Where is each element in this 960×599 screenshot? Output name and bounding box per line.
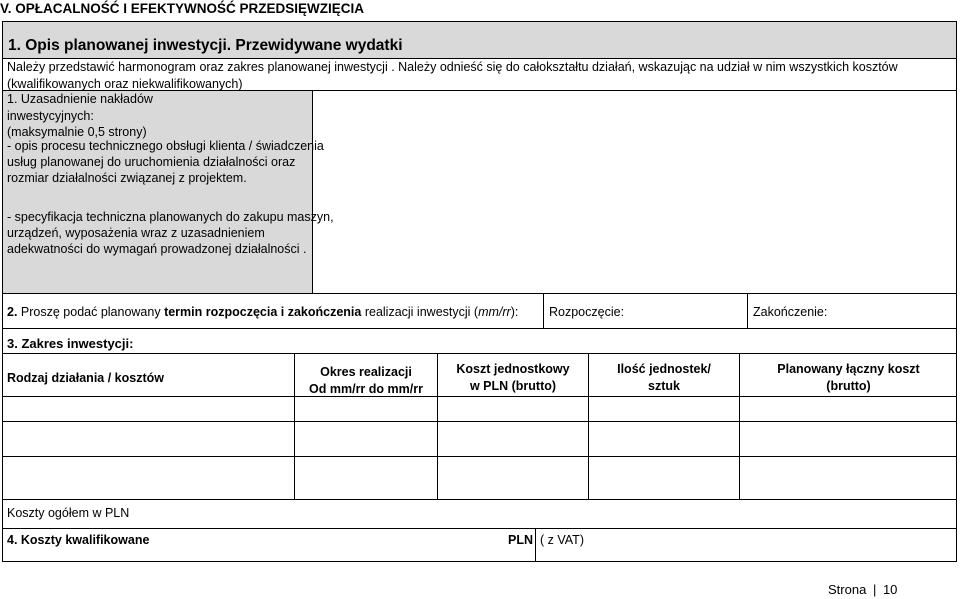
start-label: Rozpoczęcie: bbox=[549, 305, 625, 319]
justification-title: 1. Uzasadnienie nakładów bbox=[7, 92, 153, 106]
col-header-quantity-l2: sztuk bbox=[648, 378, 680, 393]
intro-text-box bbox=[2, 58, 957, 91]
col-header-quantity bbox=[589, 361, 739, 394]
term-question bbox=[7, 304, 518, 321]
page-word: Strona bbox=[828, 582, 867, 597]
term-divider-2 bbox=[747, 293, 748, 329]
col-header-quantity-l1: Ilość jednostek/ bbox=[617, 362, 711, 376]
col-header-unit-cost-l2: w PLN (brutto) bbox=[469, 378, 557, 393]
term-text-end: ): bbox=[510, 305, 519, 319]
justification-input-area[interactable] bbox=[312, 90, 957, 294]
justification-limit: (maksymalnie 0,5 strony) bbox=[7, 125, 147, 139]
justification-title-line2: inwestycyjnych: bbox=[7, 109, 94, 123]
term-format: mm/rr bbox=[478, 305, 511, 319]
justification-item-spec-l3: adekwatności do wymagań prowadzonej działalności . bbox=[7, 242, 307, 256]
end-input[interactable] bbox=[835, 295, 953, 327]
subsection-title-bar bbox=[2, 21, 957, 59]
page-footer bbox=[828, 582, 897, 598]
qualified-costs-divider bbox=[535, 528, 536, 562]
total-label: Koszty ogółem w PLN bbox=[7, 506, 130, 520]
qualified-costs-pln: PLN bbox=[508, 533, 533, 547]
col-header-total-l1: Planowany łączny koszt bbox=[777, 362, 920, 376]
term-divider-1 bbox=[543, 293, 544, 329]
justification-item-process-l3: rozmiar działalności związanej z projektem. bbox=[7, 171, 247, 185]
page-separator: | bbox=[872, 582, 877, 597]
justification-item-process-l2: usług planowanej do uruchomienia działalności oraz bbox=[7, 155, 296, 169]
qualified-costs-vat: ( z VAT) bbox=[540, 533, 584, 547]
justification-item-spec-l2: urządzeń, wyposażenia wraz z uzasadnieniem bbox=[7, 226, 265, 240]
term-text-bold: termin rozpoczęcia i zakończenia bbox=[164, 305, 362, 319]
col-header-total-l2: (brutto) bbox=[826, 378, 871, 393]
intro-text: Należy przedstawić harmonogram oraz zakres planowanej inwestycji . Należy odnieść się do całokształtu działań, wskazując na udział w nim wszystkich kosztów (kwalifikowanych oraz niekwalifikowanych) bbox=[7, 60, 898, 91]
table-cell-input[interactable] bbox=[3, 422, 293, 455]
table-cell-input[interactable] bbox=[3, 457, 293, 498]
justification-item-spec: - specyfikacja techniczna planowanych do zakupu maszyn, bbox=[7, 210, 334, 224]
start-input[interactable] bbox=[630, 295, 742, 327]
term-text-post: realizacji inwestycji ( bbox=[361, 305, 479, 319]
justification-item-process: - opis procesu technicznego obsługi klienta / świadczenia bbox=[7, 139, 324, 153]
qualified-costs-label: 4. Koszty kwalifikowane bbox=[7, 533, 150, 547]
table-cell-input[interactable] bbox=[3, 397, 293, 420]
col-header-period-l2: Od mm/rr do mm/rr bbox=[309, 381, 423, 396]
col-header-total bbox=[740, 361, 957, 394]
scope-title-row bbox=[2, 329, 957, 353]
section-title: V. OPŁACALNOŚĆ I EFEKTYWNOŚĆ PRZEDSIĘWZIĘCIA bbox=[0, 1, 365, 16]
col-header-period bbox=[295, 364, 437, 397]
col-header-activity: Rodzaj działania / kosztów bbox=[7, 371, 164, 385]
scope-title: 3. Zakres inwestycji: bbox=[7, 336, 134, 351]
col-header-unit-cost-l1: Koszt jednostkowy bbox=[456, 362, 570, 376]
term-text-pre: Proszę podać planowany bbox=[17, 305, 165, 319]
term-number: 2. bbox=[7, 305, 18, 319]
total-row bbox=[2, 499, 957, 529]
page-number: 10 bbox=[882, 582, 898, 597]
col-header-period-l1: Okres realizacji bbox=[320, 365, 412, 379]
col-header-unit-cost bbox=[438, 361, 588, 394]
end-label: Zakończenie: bbox=[753, 305, 828, 319]
qualified-costs-input[interactable] bbox=[3, 547, 533, 561]
subsection-title: 1. Opis planowanej inwestycji. Przewidywane wydatki bbox=[8, 37, 403, 54]
